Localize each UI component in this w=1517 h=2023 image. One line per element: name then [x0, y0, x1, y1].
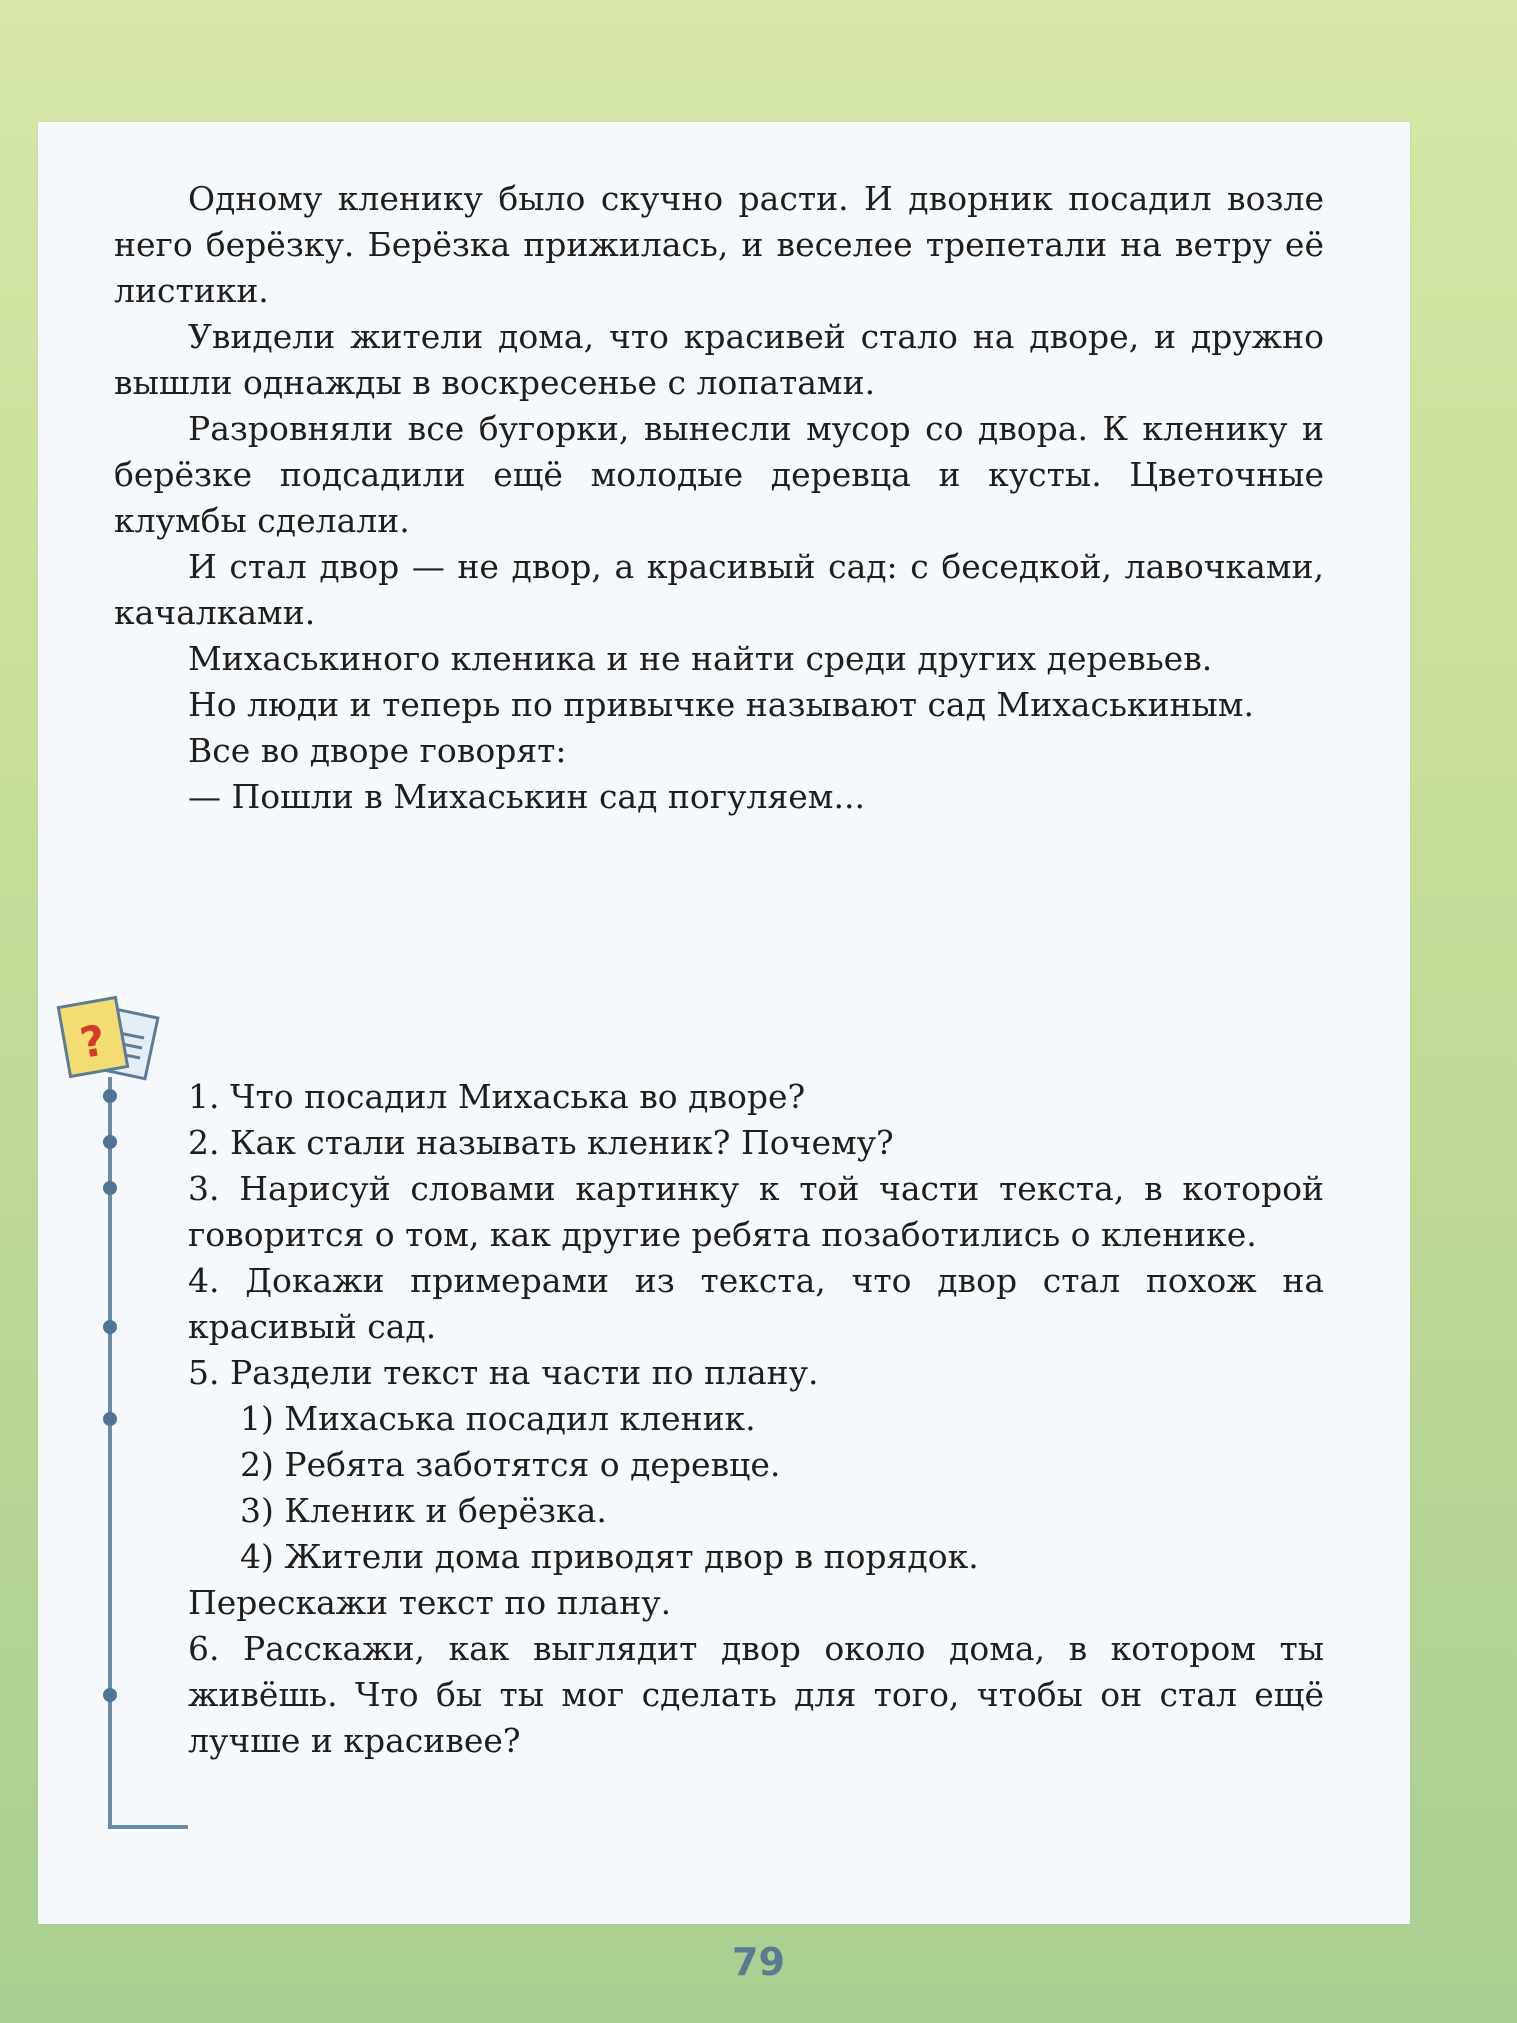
question-5: 5. Раздели текст на части по плану.: [188, 1353, 819, 1392]
questions-list: [188, 1074, 1324, 1764]
story-dialogue: — Пошли в Михаськин сад погуляем...: [188, 777, 865, 816]
story-paragraph: Увидели жители дома, что красивей стало на дворе, и дружно вышли однажды в воскресенье с лопатами.: [114, 317, 1324, 402]
question-marker: [103, 1135, 117, 1149]
plan-item: 2) Ребята заботятся о деревце.: [240, 1445, 781, 1484]
plan-item: 1) Михаська посадил кленик.: [240, 1399, 756, 1438]
plan-item: 3) Кленик и берёзка.: [240, 1491, 607, 1530]
plan-item: 4) Жители дома приводят двор в порядок.: [240, 1537, 979, 1576]
story-paragraph: Но люди и теперь по привычке называют сад Михаськиным.: [188, 685, 1254, 724]
question-4: 4. Докажи примерами из текста, что двор стал похож на красивый сад.: [188, 1261, 1324, 1346]
story-text: [114, 176, 1324, 820]
questions-timeline-foot: [108, 1825, 188, 1829]
story-paragraph: Одному кленику было скучно расти. И дворник посадил возле него берёзку. Берёзка прижилась, и веселее трепетали на ветру её листики.: [114, 179, 1324, 310]
question-1: 1. Что посадил Михаська во дворе?: [188, 1077, 806, 1116]
question-3: 3. Нарисуй словами картинку к той части текста, в которой говорится о том, как другие ребята позаботились о кленике.: [188, 1169, 1324, 1254]
question-note-icon: [56, 990, 166, 1090]
story-paragraph: И стал двор — не двор, а красивый сад: с беседкой, лавочками, качалками.: [114, 547, 1324, 632]
svg-text:?: ?: [76, 1015, 110, 1068]
question-marker: [103, 1089, 117, 1103]
question-2: 2. Как стали называть кленик? Почему?: [188, 1123, 894, 1162]
question-marker: [103, 1181, 117, 1195]
story-paragraph: Михаськиного кленика и не найти среди других деревьев.: [188, 639, 1213, 678]
question-6: 6. Расскажи, как выглядит двор около дома, в котором ты живёшь. Что бы ты мог сделать для того, чтобы он стал ещё лучше и красивее?: [188, 1629, 1324, 1760]
book-page: [38, 122, 1410, 1924]
question-marker: [103, 1412, 117, 1426]
story-paragraph: Все во дворе говорят:: [188, 731, 567, 770]
story-paragraph: Разровняли все бугорки, вынесли мусор со двора. К кленику и берёзке подсадили ещё молодые деревца и кусты. Цветочные клумбы сделали.: [114, 409, 1324, 540]
page-number: 79: [732, 1940, 785, 1984]
question-marker: [103, 1688, 117, 1702]
retell-instruction: Перескажи текст по плану.: [188, 1583, 672, 1622]
question-marker: [103, 1320, 117, 1334]
